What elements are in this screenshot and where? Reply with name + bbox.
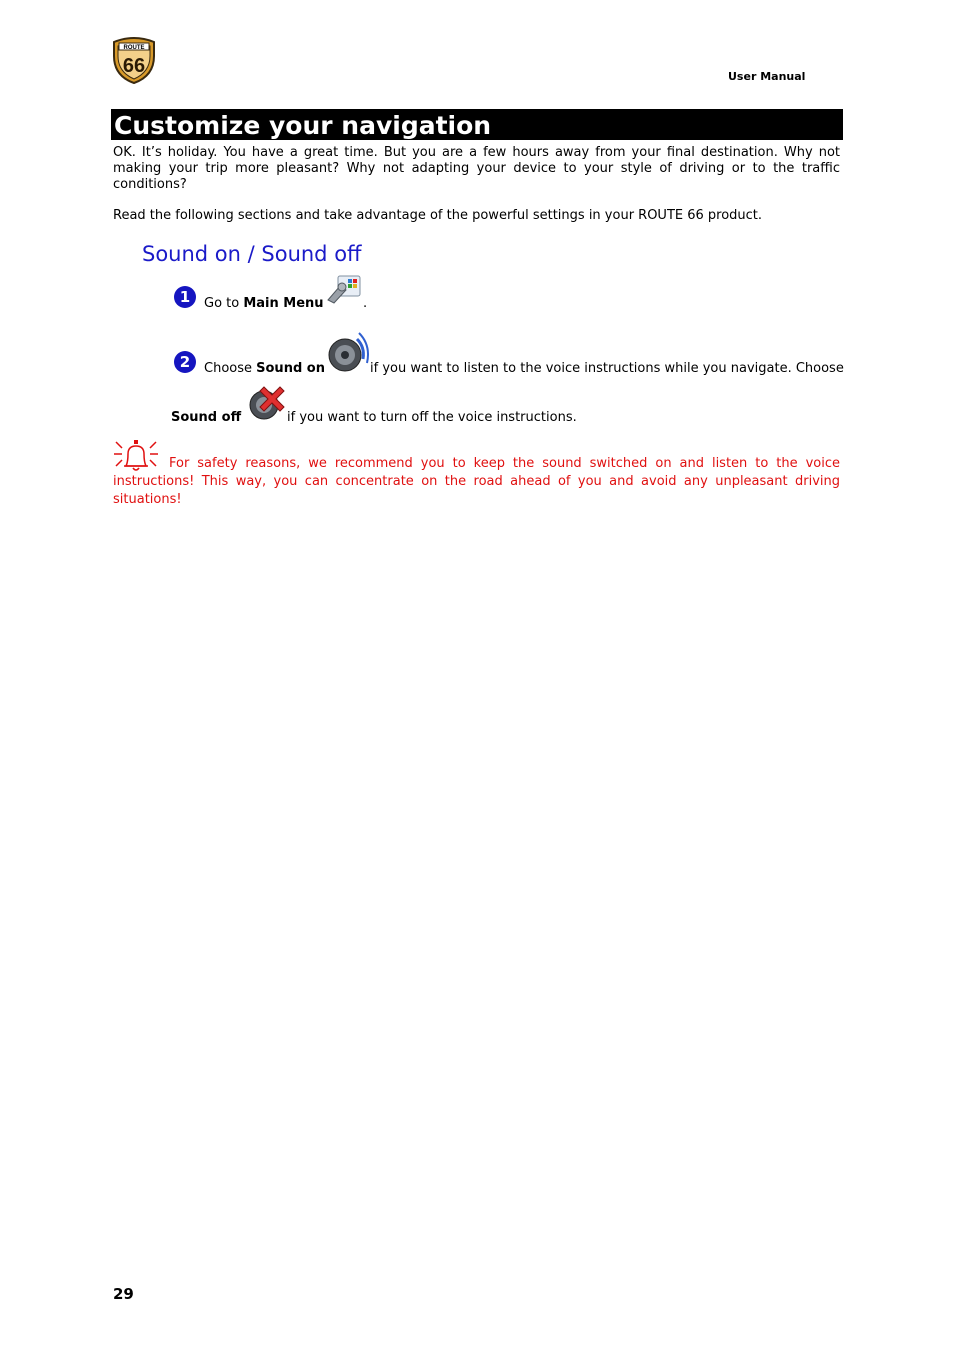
step-1-text <box>204 296 324 311</box>
step-2-sound-off: Sound off <box>171 410 242 425</box>
step-2-middle: if you want to listen to the voice instructions while you navigate. Choose <box>370 361 844 376</box>
step-1-main-menu: Main Menu <box>243 296 324 311</box>
section-title: Sound on / Sound off <box>142 242 362 266</box>
step-1-suffix: . <box>363 296 368 311</box>
speaker-off-icon <box>246 383 286 421</box>
step-2-number: 2 <box>174 351 196 373</box>
page-title: Customize your navigation <box>111 109 843 140</box>
page-number: 29 <box>113 1285 134 1303</box>
main-menu-icon <box>326 274 362 304</box>
logo-number: 66 <box>122 55 146 77</box>
route66-logo <box>110 34 158 84</box>
step-2-suffix: if you want to turn off the voice instructions. <box>287 410 577 425</box>
step-1-number: 1 <box>174 286 196 308</box>
user-manual-label: User Manual <box>728 70 806 83</box>
speaker-on-icon <box>327 331 369 375</box>
intro-paragraph-2: Read the following sections and take advantage of the powerful settings in your ROUTE 66 product. <box>113 208 763 223</box>
step-2-sound-off-label <box>171 410 241 425</box>
logo-text: ROUTE <box>123 45 145 51</box>
intro-paragraph-1: OK. It’s holiday. You have a great time. But you are a few hours away from your final destination. Why not making your trip more pleasant? Why not adapting your device to your style of driving or to the traffic conditions? <box>113 145 840 192</box>
step-2-text <box>204 361 325 376</box>
safety-warning-text: For safety reasons, we recommend you to keep the sound switched on and listen to the voice instructions! This way, you can concentrate on the road ahead of you and avoid any unpleasant driving situations! <box>113 456 840 507</box>
step-2-sound-on: Sound on <box>256 361 325 376</box>
step-1-prefix: Go to <box>204 296 244 311</box>
step-2-prefix: Choose <box>204 361 257 376</box>
